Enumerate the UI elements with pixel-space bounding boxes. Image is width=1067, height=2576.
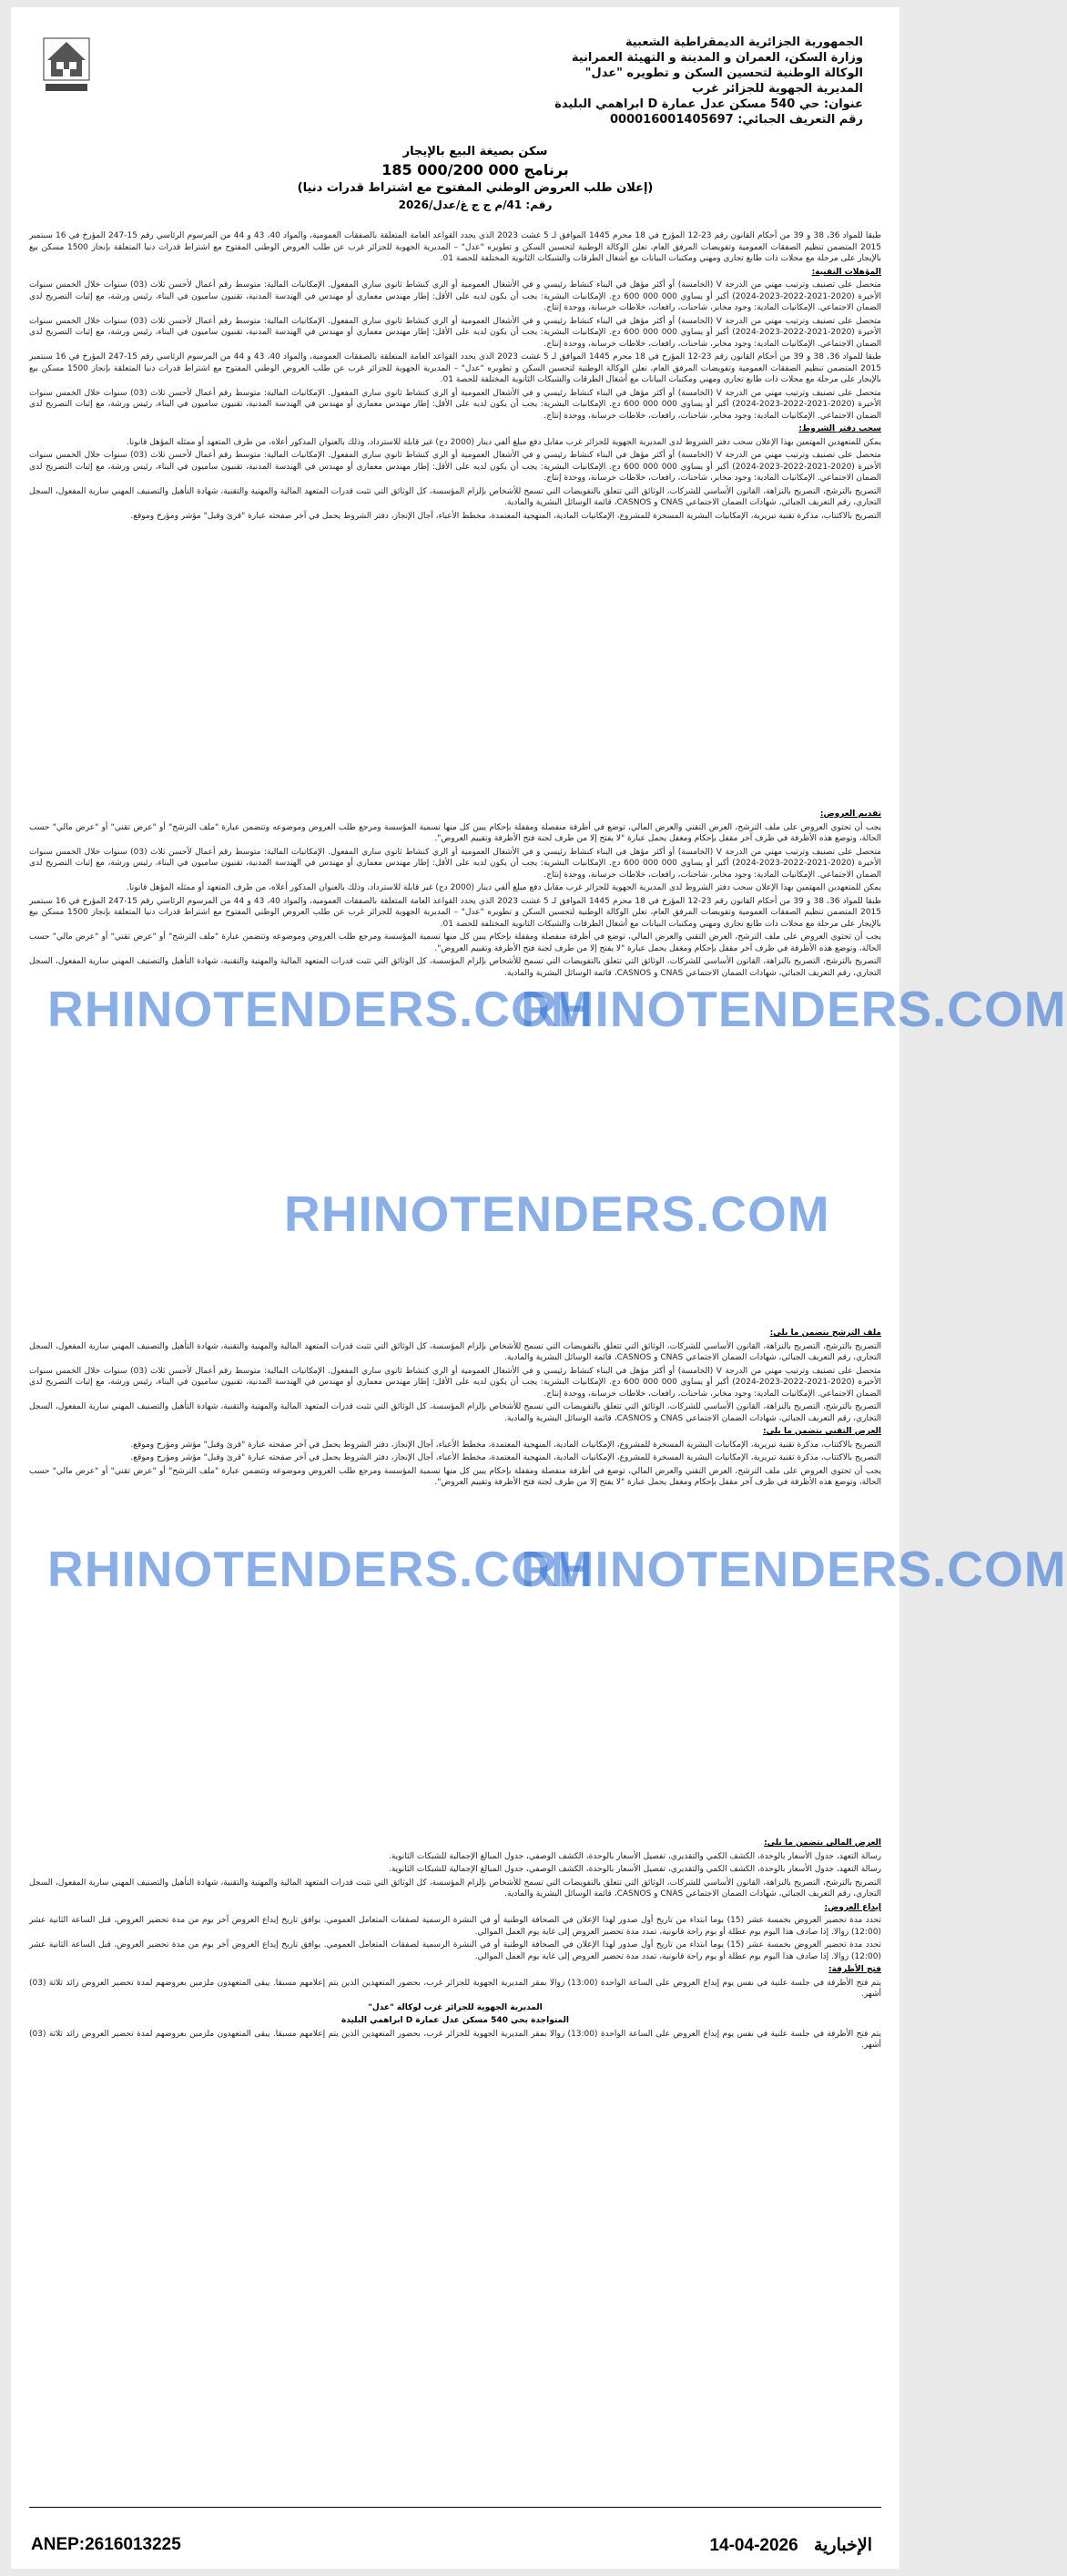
fiscal-id: رقم التعريف الجبائي: 000016001405697: [609, 113, 863, 127]
footer-divider: [29, 2507, 881, 2508]
newspaper-footer: [698, 2535, 872, 2556]
deposit-paragraph-repeat: تحدد مدة تحضير العروض بخمسة عشر (15) يوما ابتداء من تاريخ أول صدور لهذا الإعلان في الصحافة الوطنية أو في النشرة الرسمية لصفقات المتعامل العمومي. يوافق تاريخ إيداع العروض آخر يوم من مدة تحضير العروض، قبل الساعة الثانية عشر (12:00) زوالا. إذا صادف هذا اليوم يوم عطلة أو يوم راحة قانونية، تمدد مدة تحضير العروض إلى غاية يوم العمل الموالي.: [29, 1940, 881, 1961]
deposit-paragraph: تحدد مدة تحضير العروض بخمسة عشر (15) يوما ابتداء من تاريخ أول صدور لهذا الإعلان في الصحافة الوطنية أو في النشرة الرسمية لصفقات المتعامل العمومي. يوافق تاريخ إيداع العروض آخر يوم من مدة تحضير العروض، قبل الساعة الثانية عشر (12:00) زوالا. إذا صادف هذا اليوم يوم عطلة أو يوم راحة قانونية، تمدد مدة تحضير العروض إلى غاية يوم العمل الموالي.: [29, 1916, 881, 1937]
technical-heading: العرض التقني يتضمن ما يلي:: [763, 1427, 881, 1436]
eligibility-paragraph-repeat-3: متحصل على تصنيف وترتيب مهني من الدرجة V (الخامسة) أو أكثر مؤهل في البناء كنشاط رئيسي و في الأشغال العمومية أو الري كنشاط ثانوي ساري المفعول. الإمكانيات المالية: متوسط رقم أعمال لأحسن ثلاث (03) سنوات خلال الخمس سنوات الأخيرة (2020-2021-2022-2023-2024) أكبر أو يساوي 000 000 600 دج. الإمكانيات البشرية: يجب أن يكون لديه على الأقل: إطار مهندس معماري أو مهندس في الهندسة المدنية، تقنيون ساميون في البناء، رئيس ورشة، مع إثبات التصريح لدى الضمان الاجتماعي. الإمكانيات المادية: وجود مخابر، شاحنات، رافعات، خلاطات خرسانة، ووحدة إنتاج.: [29, 451, 882, 483]
offers-paragraph-repeat: يجب أن تحتوي العروض على ملف الترشح، العرض التقني والعرض المالي، توضع في أظرفة منفصلة ومقفلة بإحكام يبين كل منها تسمية المؤسسة ومرجع طلب العروض وموضوعه وتتضمن عبارة "ملف الترشح" أو "عرض تقني" أو "عرض مالي" حسب الحالة، وتوضع هذه الأظرفة في ظرف آخر مقفل بإحكام ومغفل يحمل عبارة "لا يفتح إلا من طرف لجنة فتح الأظرفة وتقييم العروض".: [29, 932, 881, 953]
candidacy-paragraph-top: التصريح بالترشح، التصريح بالنزاهة، القانون الأساسي للشركات، الوثائق التي تتعلق بالتفويضات التي تسمح للأشخاص بإلزام المؤسسة، كل الوثائق التي تثبت قدرات المتعهد المالية والمهنية والتقنية، شهادة التأهيل والتصنيف المهني سارية المفعول، السجل التجاري، رقم التعريف الجبائي، شهادات الضمان الاجتماعي CNAS و CASNOS، قائمة الوسائل البشرية والمادية.: [29, 486, 881, 507]
intro-paragraph-repeat-2: طبقا للمواد 36، 38 و 39 من أحكام القانون رقم 23-12 المؤرخ في 18 محرم 1445 الموافق لـ 5 غشت 2023 الذي يحدد القواعد العامة المتعلقة بالصفقات العمومية، والمواد 40، 43 و 44 من المرسوم الرئاسي رقم 15-247 المؤرخ في 16 سبتمبر 2015 المتضمن تنظيم الصفقات العمومية وتفويضات المرفق العام، تعلن الوكالة الوطنية لتحسين السكن و تطويره "عدل" – المديرية الجهوية للجزائر غرب عن طلب العروض الوطني المفتوح مع اشتراط قدرات دنيا المتعلقة بإنجاز 1500 مسكن بيع بالإيجار على مرحلة مع محلات ذات طابع تجاري ومهني ومكتبات البيانات مع أشغال الطرقات والشبكات الثانوية المختلفة للحصة 01.: [29, 896, 882, 929]
offers-paragraph: يجب أن تحتوي العروض على ملف الترشح، العرض التقني والعرض المالي، توضع في أظرفة منفصلة ومقفلة بإحكام يبين كل منها تسمية المؤسسة ومرجع طلب العروض وموضوعه وتتضمن عبارة "ملف الترشح" أو "عرض تقني" أو "عرض مالي" حسب الحالة، وتوضع هذه الأظرفة في ظرف آخر مقفل بإحكام ومغفل يحمل عبارة "لا يفتح إلا من طرف لجنة فتح الأظرفة وتقييم العروض".: [29, 822, 881, 843]
aadl-logo-icon: [38, 33, 95, 97]
eligibility-paragraph-repeat-2: متحصل على تصنيف وترتيب مهني من الدرجة V (الخامسة) أو أكثر مؤهل في البناء كنشاط رئيسي و في الأشغال العمومية أو الري كنشاط ثانوي ساري المفعول. الإمكانيات المالية: متوسط رقم أعمال لأحسن ثلاث (03) سنوات خلال الخمس سنوات الأخيرة (2020-2021-2022-2023-2024) أكبر أو يساوي 000 000 600 دج. الإمكانيات البشرية: يجب أن يكون لديه على الأقل: إطار مهندس معماري أو مهندس في الهندسة المدنية، تقنيون ساميون في البناء، رئيس ورشة، مع إثبات التصريح لدى الضمان الاجتماعي. الإمكانيات المادية: وجود مخابر، شاحنات، رافعات، خلاطات خرسانة، ووحدة إنتاج.: [29, 388, 882, 421]
watermark-text: RHINOTENDERS.COM: [521, 981, 1067, 1037]
tender-body: [29, 230, 881, 524]
candidacy-paragraph-repeat: التصريح بالترشح، التصريح بالنزاهة، القانون الأساسي للشركات، الوثائق التي تتعلق بالتفويضات التي تسمح للأشخاص بإلزام المؤسسة، كل الوثائق التي تثبت قدرات المتعهد المالية والمهنية والتقنية، شهادة التأهيل والتصنيف المهني سارية المفعول، السجل التجاري، رقم التعريف الجبائي، شهادات الضمان الاجتماعي CNAS و CASNOS، قائمة الوسائل البشرية والمادية.: [29, 1402, 881, 1423]
tender-reference: رقم: 41/م ج ج غ/عدل/2026: [398, 199, 553, 211]
intro-paragraph: طبقا للمواد 36، 38 و 39 من أحكام القانون رقم 23-12 المؤرخ في 18 محرم 1445 الموافق لـ 5 غشت 2023 الذي يحدد القواعد العامة المتعلقة بالصفقات العمومية، والمواد 40، 43 و 44 من المرسوم الرئاسي رقم 15-247 المؤرخ في 16 سبتمبر 2015 المتضمن تنظيم الصفقات العمومية وتفويضات المرفق العام، تعلن الوكالة الوطنية لتحسين السكن و تطويره "عدل" – المديرية الجهوية للجزائر غرب عن طلب العروض الوطني المفتوح مع اشتراط قدرات دنيا المتعلقة بإنجاز 1500 مسكن بيع بالإيجار على مرحلة مع محلات ذات طابع تجاري ومهني ومكتبات البيانات مع أشغال الطرقات والشبكات الثانوية المختلفة للحصة 01.: [29, 231, 882, 263]
eligibility-paragraph-repeat: متحصل على تصنيف وترتيب مهني من الدرجة V (الخامسة) أو أكثر مؤهل في البناء كنشاط رئيسي و في الأشغال العمومية أو الري كنشاط ثانوي ساري المفعول. الإمكانيات المالية: متوسط رقم أعمال لأحسن ثلاث (03) سنوات خلال الخمس سنوات الأخيرة (2020-2021-2022-2023-2024) أكبر أو يساوي 000 000 600 دج. الإمكانيات البشرية: يجب أن يكون لديه على الأقل: إطار مهندس معماري أو مهندس في الهندسة المدنية، تقنيون ساميون في البناء، رئيس ورشة، مع إثبات التصريح لدى الضمان الاجتماعي. الإمكانيات المادية: وجود مخابر، شاحنات، رافعات، خلاطات خرسانة، ووحدة إنتاج.: [29, 316, 882, 349]
republic-name: الجمهورية الجزائرية الديمقراطية الشعبية: [625, 36, 863, 49]
opening-paragraph-repeat: يتم فتح الأظرفة في جلسة علنية في نفس يوم إيداع العروض على الساعة الواحدة (13:00) زوالا بمقر المديرية الجهوية للجزائر غرب، بحضور المتعهدين الذين يتم إعلامهم مسبقا. يبقى المتعهدون ملزمين بعروضهم لمدة تحضير العروض زائد ثلاثة (03) أشهر.: [29, 2029, 881, 2050]
watermark-text: RHINOTENDERS.COM: [284, 1186, 830, 1242]
address: عنوان: حي 540 مسكن عدل عمارة D ابراهمي البليدة: [554, 97, 863, 111]
eligibility-paragraph-repeat-4: متحصل على تصنيف وترتيب مهني من الدرجة V (الخامسة) أو أكثر مؤهل في البناء كنشاط رئيسي و في الأشغال العمومية أو الري كنشاط ثانوي ساري المفعول. الإمكانيات المالية: متوسط رقم أعمال لأحسن ثلاث (03) سنوات خلال الخمس سنوات الأخيرة (2020-2021-2022-2023-2024) أكبر أو يساوي 000 000 600 دج. الإمكانيات البشرية: يجب أن يكون لديه على الأقل: إطار مهندس معماري أو مهندس في الهندسة المدنية، تقنيون ساميون في البناء، رئيس ورشة، مع إثبات التصريح لدى الضمان الاجتماعي. الإمكانيات المادية: وجود مخابر، شاحنات، رافعات، خلاطات خرسانة، ووحدة إنتاج.: [29, 847, 882, 880]
financial-paragraph: رسالة التعهد، جدول الأسعار بالوحدة، الكشف الكمي والتقديري، تفصيل الأسعار بالوحدة، الكشف الوصفي، جدول المبالغ الإجمالية للشبكات الثانوية.: [388, 1851, 881, 1861]
announcement-title: [239, 144, 712, 213]
obtain-paragraph: يمكن للمتعهدين المهتمين بهذا الإعلان سحب دفتر الشروط لدى المديرية الجهوية للجزائر غرب مقابل دفع مبلغ ألفي دينار (2000 دج) غير قابلة للاسترداد، وذلك بالعنوان المذكور أعلاه، من طرف المتعهد أو ممثله المؤهل قانونا.: [127, 437, 881, 447]
tender-body-2: [29, 809, 881, 981]
tender-type: (إعلان طلب العروض الوطني المفتوح مع اشتراط قدرات دنيا): [297, 181, 654, 195]
technical-paragraph: التصريح بالاكتتاب، مذكرة تقنية تبريرية، الإمكانيات البشرية المسخرة للمشروع، الإمكانيات المادية، المنهجية المعتمدة، مخطط الأعباء، آجال الإنجاز، دفتر الشروط يحمل في آخر صفحته عبارة "قرئ وقبل" مؤشر ومؤرخ وموقع.: [130, 1440, 881, 1450]
candidacy-paragraph-repeat-2: التصريح بالترشح، التصريح بالنزاهة، القانون الأساسي للشركات، الوثائق التي تتعلق بالتفويضات التي تسمح للأشخاص بإلزام المؤسسة، كل الوثائق التي تثبت قدرات المتعهد المالية والمهنية والتقنية، شهادة التأهيل والتصنيف المهني سارية المفعول، السجل التجاري، رقم التعريف الجبائي، شهادات الضمان الاجتماعي CNAS و CASNOS، قائمة الوسائل البشرية والمادية.: [29, 1878, 881, 1899]
publication-date: 2026-04-14: [709, 2536, 798, 2555]
newspaper-name: الإخبارية: [813, 2536, 872, 2555]
program-number: برنامج 000 000/200 185: [381, 161, 569, 178]
program-type: سكن بصيغة البيع بالإيجار: [402, 145, 548, 158]
obtain-heading: سحب دفتر الشروط:: [798, 424, 881, 433]
ministry-name: وزارة السكن، العمران و المدينة و التهيئة العمرانية: [571, 51, 863, 65]
institution-header: [208, 35, 863, 127]
eligibility-paragraph-repeat-5: متحصل على تصنيف وترتيب مهني من الدرجة V (الخامسة) أو أكثر مؤهل في البناء كنشاط رئيسي و في الأشغال العمومية أو الري كنشاط ثانوي ساري المفعول. الإمكانيات المالية: متوسط رقم أعمال لأحسن ثلاث (03) سنوات خلال الخمس سنوات الأخيرة (2020-2021-2022-2023-2024) أكبر أو يساوي 000 000 600 دج. الإمكانيات البشرية: يجب أن يكون لديه على الأقل: إطار مهندس معماري أو مهندس في الهندسة المدنية، تقنيون ساميون في البناء، رئيس ورشة، مع إثبات التصريح لدى الضمان الاجتماعي. الإمكانيات المادية: وجود مخابر، شاحنات، رافعات، خلاطات خرسانة، ووحدة إنتاج.: [29, 1366, 882, 1399]
regional-direction: المديرية الجهوية للجزائر غرب: [691, 82, 863, 96]
tender-body-4: [29, 1838, 881, 2053]
eligibility-heading: المؤهلات التقنية:: [811, 267, 881, 277]
agency-name: الوكالة الوطنية لتحسين السكن و تطويره "عدل": [584, 66, 863, 80]
candidacy-heading: ملف الترشح يتضمن ما يلي:: [769, 1329, 881, 1338]
opening-paragraph: يتم فتح الأظرفة في جلسة علنية في نفس يوم إيداع العروض على الساعة الواحدة (13:00) زوالا بمقر المديرية الجهوية للجزائر غرب، بحضور المتعهدين الذين يتم إعلامهم مسبقا. يبقى المتعهدون ملزمين بعروضهم لمدة تحضير العروض زائد ثلاثة (03) أشهر.: [29, 1978, 881, 1999]
anep-reference: ANEP:2616013225: [31, 2535, 181, 2554]
deposit-heading: إيداع العروض:: [824, 1902, 881, 1912]
watermark-text: RHINOTENDERS.COM: [47, 981, 594, 1037]
candidacy-paragraph: التصريح بالترشح، التصريح بالنزاهة، القانون الأساسي للشركات، الوثائق التي تتعلق بالتفويضات التي تسمح للأشخاص بإلزام المؤسسة، كل الوثائق التي تثبت قدرات المتعهد المالية والمهنية والتقنية، شهادة التأهيل والتصنيف المهني سارية المفعول، السجل التجاري، رقم التعريف الجبائي، شهادات الضمان الاجتماعي CNAS و CASNOS، قائمة الوسائل البشرية والمادية.: [29, 1341, 881, 1362]
financial-paragraph-repeat: رسالة التعهد، جدول الأسعار بالوحدة، الكشف الكمي والتقديري، تفصيل الأسعار بالوحدة، الكشف الوصفي، جدول المبالغ الإجمالية للشبكات الثانوية.: [388, 1865, 881, 1874]
offers-heading: تقديم العروض:: [819, 809, 881, 819]
technical-paragraph-top: التصريح بالاكتتاب، مذكرة تقنية تبريرية، الإمكانيات البشرية المسخرة للمشروع، الإمكانيات المادية، المنهجية المعتمدة، مخطط الأعباء، آجال الإنجاز، دفتر الشروط يحمل في آخر صفحته عبارة "قرئ وقبل" مؤشر ومؤرخ وموقع.: [130, 511, 881, 521]
financial-heading: العرض المالي يتضمن ما يلي:: [764, 1838, 881, 1848]
offers-paragraph-repeat-2: يجب أن تحتوي العروض على ملف الترشح، العرض التقني والعرض المالي، توضع في أظرفة منفصلة ومقفلة بإحكام يبين كل منها تسمية المؤسسة ومرجع طلب العروض وموضوعه وتتضمن عبارة "ملف الترشح" أو "عرض تقني" أو "عرض مالي" حسب الحالة، وتوضع هذه الأظرفة في ظرف آخر مقفل بإحكام ومغفل يحمل عبارة "لا يفتح إلا من طرف لجنة فتح الأظرفة وتقييم العروض".: [29, 1466, 881, 1487]
candidacy-paragraph-mid: التصريح بالترشح، التصريح بالنزاهة، القانون الأساسي للشركات، الوثائق التي تتعلق بالتفويضات التي تسمح للأشخاص بإلزام المؤسسة، كل الوثائق التي تثبت قدرات المتعهد المالية والمهنية والتقنية، شهادة التأهيل والتصنيف المهني سارية المفعول، السجل التجاري، رقم التعريف الجبائي، شهادات الضمان الاجتماعي CNAS و CASNOS، قائمة الوسائل البشرية والمادية.: [29, 957, 881, 978]
technical-paragraph-repeat: التصريح بالاكتتاب، مذكرة تقنية تبريرية، الإمكانيات البشرية المسخرة للمشروع، الإمكانيات المادية، المنهجية المعتمدة، مخطط الأعباء، آجال الإنجاز، دفتر الشروط يحمل في آخر صفحته عبارة "قرئ وقبل" مؤشر ومؤرخ وموقع.: [130, 1453, 881, 1462]
tender-body-3: [29, 1328, 881, 1491]
signature-line-2: المتواجدة بحي 540 مسكن عدل عمارة D ابراهمي البليدة: [340, 2016, 570, 2025]
obtain-paragraph-repeat: يمكن للمتعهدين المهتمين بهذا الإعلان سحب دفتر الشروط لدى المديرية الجهوية للجزائر غرب مقابل دفع مبلغ ألفي دينار (2000 دج) غير قابلة للاسترداد، وذلك بالعنوان المذكور أعلاه، من طرف المتعهد أو ممثله المؤهل قانونا.: [127, 883, 881, 892]
document-page: [11, 7, 1067, 2569]
watermark-text: RHINOTENDERS.COM: [47, 1541, 594, 1597]
signature-line: المديرية الجهوية للجزائر غرب لوكالة "عدل": [368, 2002, 543, 2012]
eligibility-paragraph: متحصل على تصنيف وترتيب مهني من الدرجة V (الخامسة) أو أكثر مؤهل في البناء كنشاط رئيسي و في الأشغال العمومية أو الري كنشاط ثانوي ساري المفعول. الإمكانيات المالية: متوسط رقم أعمال لأحسن ثلاث (03) سنوات خلال الخمس سنوات الأخيرة (2020-2021-2022-2023-2024) أكبر أو يساوي 000 000 600 دج. الإمكانيات البشرية: يجب أن يكون لديه على الأقل: إطار مهندس معماري أو مهندس في الهندسة المدنية، تقنيون ساميون في البناء، رئيس ورشة، مع إثبات التصريح لدى الضمان الاجتماعي. الإمكانيات المادية: وجود مخابر، شاحنات، رافعات، خلاطات خرسانة، ووحدة إنتاج.: [29, 280, 882, 312]
intro-paragraph-repeat: طبقا للمواد 36، 38 و 39 من أحكام القانون رقم 23-12 المؤرخ في 18 محرم 1445 الموافق لـ 5 غشت 2023 الذي يحدد القواعد العامة المتعلقة بالصفقات العمومية، والمواد 40، 43 و 44 من المرسوم الرئاسي رقم 15-247 المؤرخ في 16 سبتمبر 2015 المتضمن تنظيم الصفقات العمومية وتفويضات المرفق العام، تعلن الوكالة الوطنية لتحسين السكن و تطويره "عدل" – المديرية الجهوية للجزائر غرب عن طلب العروض الوطني المفتوح مع اشتراط قدرات دنيا المتعلقة بإنجاز 1500 مسكن بيع بالإيجار على مرحلة مع محلات ذات طابع تجاري ومهني ومكتبات البيانات مع أشغال الطرقات والشبكات الثانوية المختلفة للحصة 01.: [29, 352, 882, 384]
opening-heading: فتح الأظرفة:: [828, 1965, 881, 1974]
watermark-text: RHINOTENDERS.COM: [521, 1541, 1067, 1597]
